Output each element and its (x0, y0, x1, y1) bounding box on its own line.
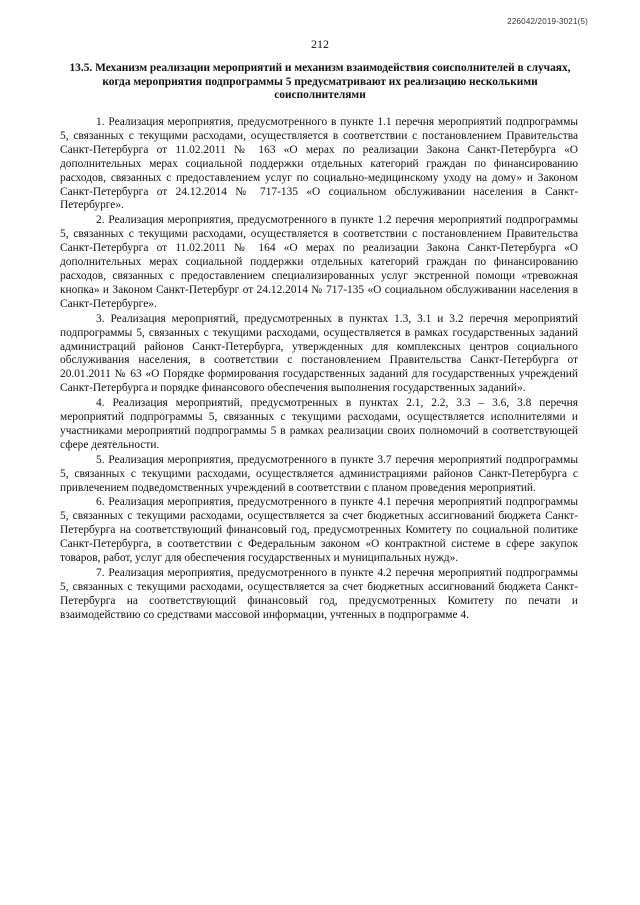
paragraph: 5. Реализация мероприятия, предусмотренного в пункте 3.7 перечня мероприятий подпрограммы 5, связанных с текущими расходами, осуществляется администрациями районов Санкт-Петербурга с привлечением подведомственных учреждений в соответствии с планом проведения мероприятий. (60, 453, 578, 494)
section-heading: 13.5. Механизм реализации мероприятий и механизм взаимодействия соисполнителей в случаях, когда мероприятия подпрограммы 5 предусматривают их реализацию несколькими соисполнителями (69, 62, 571, 102)
paragraph: 4. Реализация мероприятий, предусмотренных в пунктах 2.1, 2.2, 3.3 – 3.6, 3.8 перечня мероприятий подпрограммы 5, связанных с текущими расходами, осуществляется исполнителями и участниками мероприятий подпрограммы 5 в рамках реализации своих полномочий в соответствующей сфере деятельности. (60, 397, 578, 451)
paragraph: 3. Реализация мероприятий, предусмотренных в пунктах 1.3, 3.1 и 3.2 перечня мероприятий подпрограммы 5, связанных с текущими расходами, осуществляется в рамках государственных заданий администраций районов Санкт-Петербурга, утвержденных для комплексных центров социального обслуживания населения, в соответствии с постановлением Правительства Санкт-Петербурга от 20.01.2011 № 63 «О Порядке формирования государственных заданий для государственных учреждений Санкт-Петербурга и порядке финансового обеспечения выполнения государственных заданий». (60, 312, 578, 395)
paragraph: 7. Реализация мероприятия, предусмотренного в пункте 4.2 перечня мероприятий подпрограммы 5, связанных с текущими расходами, осуществляется за счет бюджетных ассигнований бюджета Санкт-Петербурга на соответствующий финансовый год, предусмотренных Комитету по печати и взаимодействию со средствами массовой информации, учтенных в подпрограмме 4. (60, 567, 578, 621)
document-id: 226042/2019-3021(5) (507, 17, 588, 26)
paragraph: 6. Реализация мероприятия, предусмотренного в пункте 4.1 перечня мероприятий подпрограммы 5, связанных с текущими расходами, осуществляется за счет бюджетных ассигнований бюджета Санкт-Петербурга на соответствующий финансовый год, предусмотренных Комитету по социальной политике Санкт-Петербурга, в соответствии с Федеральным законом «О контрактной системе в сфере закупок товаров, работ, услуг для обеспечения государственных и муниципальных нужд». (60, 496, 578, 565)
document-body (60, 116, 578, 624)
paragraph: 1. Реализация мероприятия, предусмотренного в пункте 1.1 перечня мероприятий подпрограммы 5, связанных с текущими расходами, осуществляется в соответствии с постановлением Правительства Санкт-Петербурга от 11.02.2011 № 163 «О мерах по реализации Закона Санкт-Петербурга «О дополнительных мерах социальной поддержки отдельных категорий граждан по финансированию расходов, связанных с предоставлением услуг по социально-медицинскому уходу на дому» и Законом Санкт-Петербурга от 24.12.2014 № 717-135 «О социальном обслуживании населения в Санкт-Петербурге». (60, 116, 578, 212)
page-number: 212 (311, 37, 329, 51)
paragraph: 2. Реализация мероприятия, предусмотренного в пункте 1.2 перечня мероприятий подпрограммы 5, связанных с текущими расходами, осуществляется в соответствии с постановлением Правительства Санкт-Петербурга от 11.02.2011 № 164 «О мерах по реализации Закона Санкт-Петербурга «О дополнительных мерах социальной поддержки отдельных категорий граждан по финансированию расходов, связанных с предоставлением специализированных услуг экстренной помощи «тревожная кнопка» и Законом Санкт-Петербург от 24.12.2014 № 717-135 «О социальном обслуживании населения в Санкт-Петербурге». (60, 214, 578, 310)
